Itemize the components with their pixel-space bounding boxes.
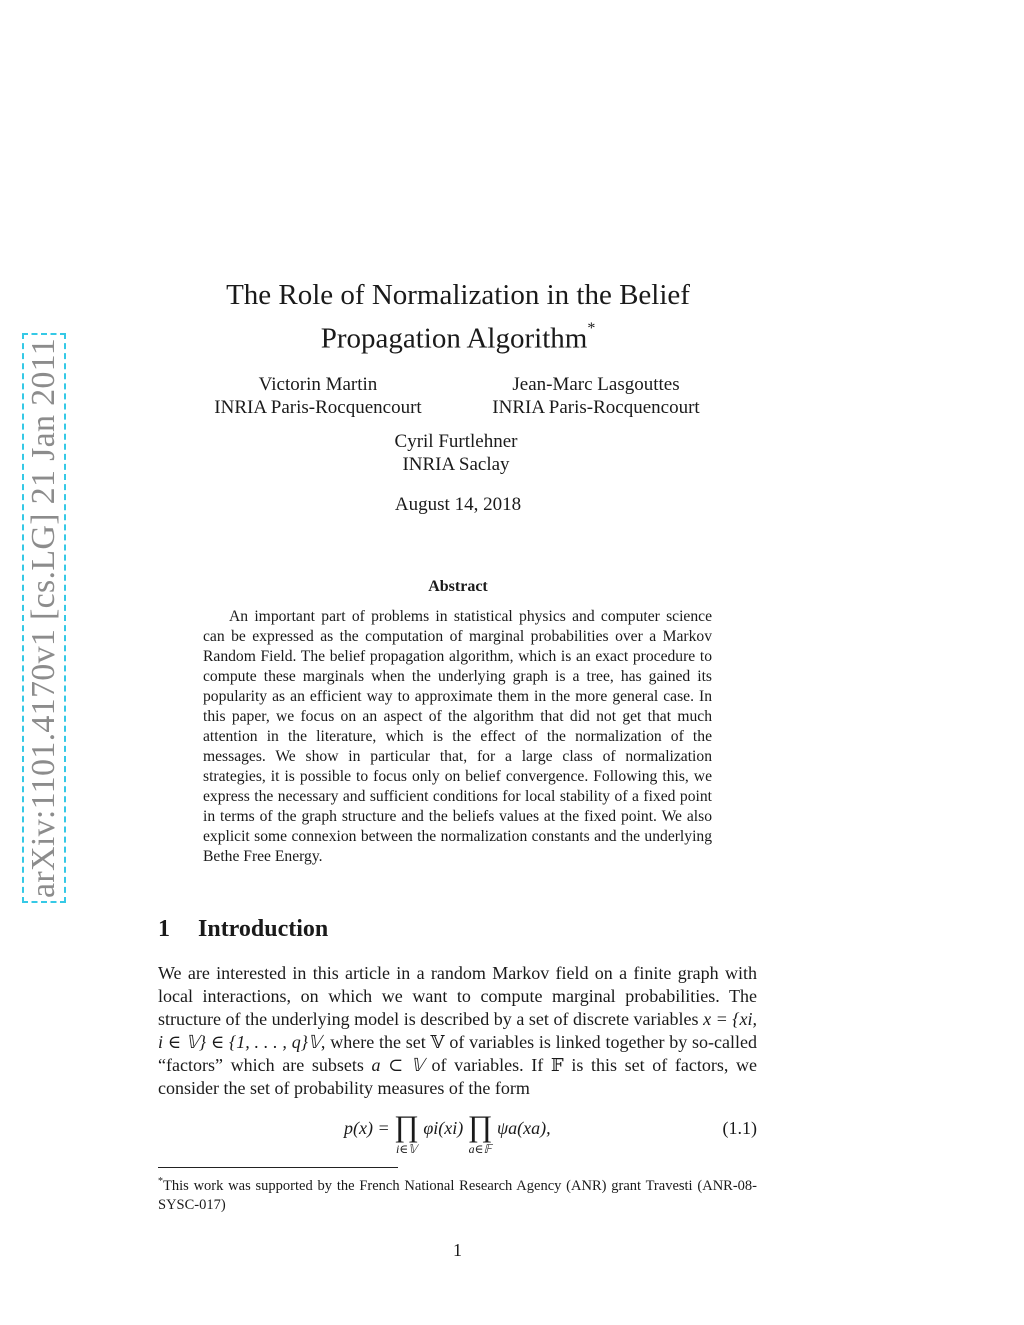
title-footnote-mark: * [587,320,596,337]
equation-lhs: p(x) = [344,1118,390,1138]
author-block [328,430,584,476]
equation-body [344,1112,551,1156]
intro-text-part-2: , where the set 𝕍 of variables is linked together by so-called “factors” which are subsets [158,1032,757,1075]
footnote [158,1172,757,1215]
footnote-text: This work was supported by the French National Research Agency (ANR) grant Travesti (ANR-08-SYSC-017) [158,1177,757,1213]
author-block [190,373,446,419]
author-affiliation: INRIA Paris-Rocquencourt [492,397,700,418]
intro-variables-math: x = {xi, i ∈ 𝕍} ∈ {1, . . . , q}𝕍 [158,1009,757,1052]
equation-1-1 [158,1108,757,1164]
author-block [468,373,724,419]
product-operator: ∏ a∈𝔽 [467,1110,493,1156]
product-subscript: a∈𝔽 [468,1142,492,1156]
abstract-heading: Abstract [428,578,488,595]
abstract-body: An important part of problems in statistical physics and computer science can be expressed as the computation of marginal probabilities over a Markov Random Field. The belief propagation algorithm, which is an exact procedure to compute these marginals when the underlying graph is a tree, has gained its popularity as an efficient way to approximate them in the more general case. In this paper, we focus on an aspect of the algorithm that did not get that much attention in the literature, which is the effect of the normalization of the messages. We show in particular that, for a large class of normalization strategies, it is possible to focus only on belief convergence. Following this, we express the necessary and sufficient conditions for local stability of a fixed point in terms of the graph structure and the beliefs values at the fixed point. We also explicit some connexion between the normalization constants and the underlying Bethe Free Energy. [203,608,712,865]
paper-title [158,277,758,358]
title-line-1: The Role of Normalization in the Belief [226,279,690,311]
author-name: Jean-Marc Lasgouttes [512,374,680,395]
intro-paragraph [158,962,757,1100]
intro-text-part-3: of variables. If 𝔽 is this set of factors, we consider the set of probability measures of the form [158,1055,757,1098]
footnote-divider [158,1167,398,1168]
intro-text-part-1: We are interested in this article in a random Markov field on a finite graph with local interactions, on which we want to compute marginal probabilities. The structure of the underlying model is described by a set of discrete variables [158,963,757,1029]
equation-term-psi: ψa(xa), [496,1118,551,1138]
page-number: 1 [453,1240,462,1260]
product-subscript: i∈𝕍 [396,1142,417,1156]
intro-subset-math: a ⊂ 𝕍 [371,1055,424,1075]
author-name: Cyril Furtlehner [394,431,518,452]
product-operator: ∏ i∈𝕍 [394,1110,419,1156]
equation-term-phi: φi(xi) [423,1118,464,1138]
equation-number: (1.1) [722,1118,757,1138]
author-name: Victorin Martin [258,374,378,395]
author-affiliation: INRIA Saclay [402,454,510,475]
footnote-mark: * [158,1176,163,1187]
author-affiliation: INRIA Paris-Rocquencourt [214,397,422,418]
section-heading [158,916,328,943]
section-title: Introduction [198,916,329,942]
arxiv-stamp-text: arXiv:1101.4170v1 [cs.LG] 21 Jan 2011 [25,337,62,899]
title-line-2: Propagation Algorithm [320,322,588,355]
arxiv-stamp [22,333,66,903]
paper-date: August 14, 2018 [394,494,522,515]
section-number: 1 [158,916,170,942]
